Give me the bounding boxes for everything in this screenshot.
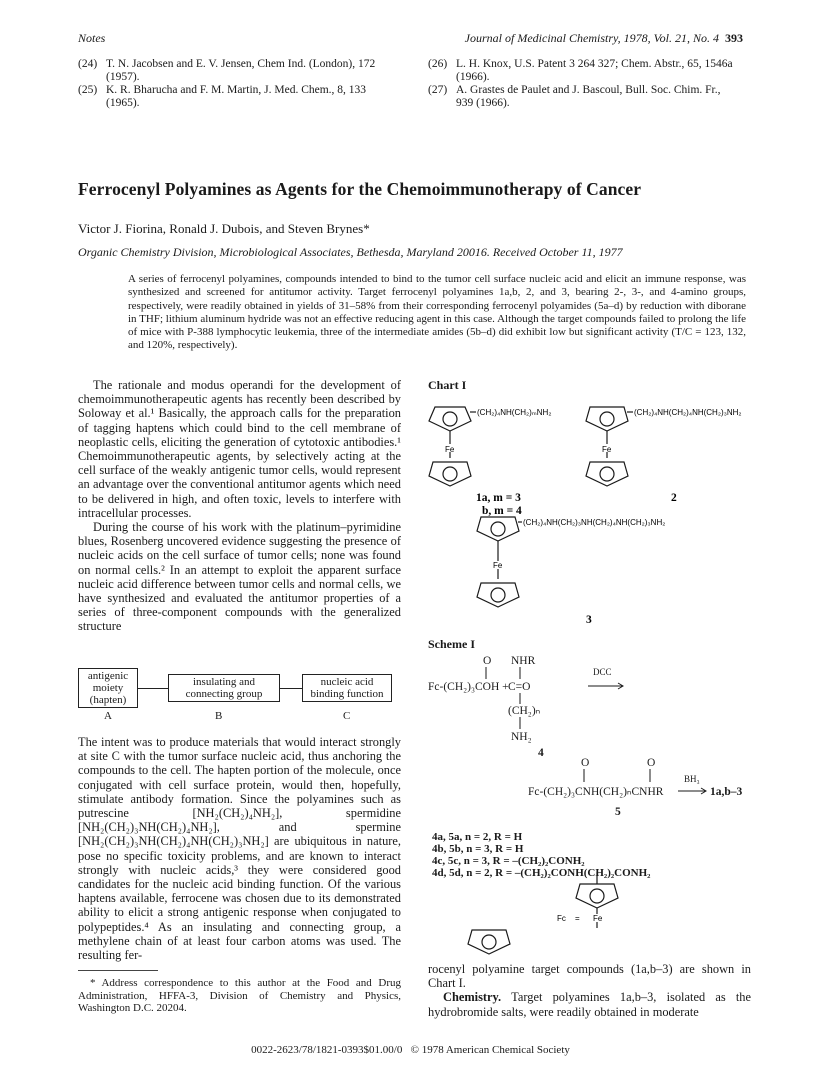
compound-2-chain: (CH₂)₄NH(CH₂)₄NH(CH₂)₃NH₂ bbox=[634, 408, 742, 417]
body-right-column bbox=[428, 962, 751, 1019]
nucleic-acid-box: nucleic acid binding function bbox=[302, 674, 392, 702]
reference-24: (24) T. N. Jacobsen and E. V. Jensen, Chem Ind. (London), 172 bbox=[78, 58, 376, 70]
compound-1a-label: 1a, m = 3 bbox=[476, 492, 521, 504]
amino-group: NH₂ bbox=[511, 731, 532, 743]
aromatic-circle bbox=[491, 588, 505, 602]
body-paragraph-1: The rationale and modus operandi for the development of chemoimmunotherapeutic agents has recently been described by Soloway et al.¹ Basically, the approach calls for the preparation of tagging haptens which could bind to the cell membrane of neoplastic cells, eliciting the generation of cytotoxic antibodies.¹ Chemoimmunotherapeutic agents, by selectively acting at the cell surface of the weakly antigenic tumor cells, would represent an advantage over the conventional antitumor agents which need to be delivered in high, and often toxic, levels to interfere with intracellular processes. bbox=[78, 378, 401, 520]
body-paragraph-2: During the course of his work with the platinum–pyrimidine blues, Rosenberg uncovered evidence suggesting the presence of nucleic acids on the cell surface of tumor cells; none was found on normal cells.² In an attempt to exploit the apparent surface nucleic acid difference between tumor cells and normal cells, we have synthesized and evaluated the antitumor properties of a series of three-component compounds with the generalized structure bbox=[78, 520, 401, 634]
methylene-chain: (CH₂)ₙ bbox=[508, 705, 541, 717]
cyclopentadienyl-ring bbox=[477, 583, 519, 607]
reference-27: (27) A. Grastes de Paulet and J. Bascoul, Bull. Soc. Chim. Fr., bbox=[428, 84, 721, 96]
reference-27-cont: 939 (1966). bbox=[456, 97, 510, 109]
correspondence-footnote: * Address correspondence to this author at the Food and Drug Administration, HFFA-3, Division of Chemistry and Physics, Washington D.C. 20204. bbox=[78, 977, 401, 1014]
body-left-column-top bbox=[78, 378, 401, 634]
connector-line-2 bbox=[280, 688, 302, 689]
generalized-structure-labels bbox=[78, 710, 401, 726]
scheme-row-d: 4d, 5d, n = 2, R = –(CH₂)₂CONH(CH₂)₂CONH₂ bbox=[432, 867, 651, 879]
reference-26-cont: (1966). bbox=[456, 71, 490, 83]
right-paragraph-1: rocenyl polyamine target compounds (1a,b–3) are shown in Chart I. bbox=[428, 962, 751, 991]
cyclopentadienyl-ring bbox=[586, 407, 628, 431]
generalized-structure-boxes bbox=[78, 668, 401, 708]
carbonyl-group: C=O bbox=[508, 681, 531, 693]
cyclopentadienyl-ring bbox=[429, 407, 471, 431]
iron-label-2: Fe bbox=[602, 445, 612, 454]
reference-list-left bbox=[78, 58, 403, 110]
insulating-group-box: insulating and connecting group bbox=[168, 674, 280, 702]
running-header-section: Notes bbox=[78, 31, 106, 45]
dcc-reagent: DCC bbox=[593, 667, 612, 677]
aromatic-circle bbox=[443, 467, 457, 481]
carbonyl-oxygen-1: O bbox=[483, 655, 492, 667]
reference-24-cont: (1957). bbox=[106, 71, 140, 83]
cyclopentadienyl-ring bbox=[468, 930, 510, 954]
amide-product: Fc-(CH₂)₃CNH(CH₂)ₙCNHR bbox=[528, 786, 664, 798]
compound-5-label: 5 bbox=[615, 806, 621, 818]
iron-label-3: Fe bbox=[493, 561, 503, 570]
footnote-rule bbox=[78, 970, 158, 971]
page-footer bbox=[0, 1044, 821, 1056]
reactant-acid: Fc-(CH₂)₃COH + bbox=[428, 681, 509, 693]
carbonyl-oxygen-3: O bbox=[647, 757, 656, 769]
label-a: A bbox=[104, 710, 112, 722]
label-c: C bbox=[343, 710, 351, 722]
fc-abbreviation: Fc bbox=[557, 914, 566, 923]
cyclopentadienyl-ring bbox=[576, 884, 618, 908]
page-number: 393 bbox=[725, 31, 743, 45]
fc-equals: = bbox=[575, 914, 580, 923]
hapten-box: antigenic moiety (hapten) bbox=[78, 668, 138, 708]
scheme-row-a: 4a, 5a, n = 2, R = H bbox=[432, 831, 523, 843]
carbonyl-oxygen-2: O bbox=[581, 757, 590, 769]
chart-1-structures bbox=[428, 392, 758, 634]
aromatic-circle bbox=[491, 522, 505, 536]
iron-label-scheme: Fe bbox=[593, 914, 603, 923]
scheme-row-c: 4c, 5c, n = 3, R = –(CH₂)₂CONH₂ bbox=[432, 855, 585, 867]
reference-list-right bbox=[428, 58, 753, 110]
nhr-group: NHR bbox=[511, 655, 536, 667]
reference-25: (25) K. R. Bharucha and F. M. Martin, J. Med. Chem., 8, 133 bbox=[78, 84, 367, 96]
iron-label-1: Fe bbox=[445, 445, 455, 454]
running-header-journal bbox=[465, 31, 743, 46]
article-title: Ferrocenyl Polyamines as Agents for the Chemoimmunotherapy of Cancer bbox=[78, 179, 642, 199]
compound-2-label: 2 bbox=[671, 492, 677, 504]
article-code: 0022-2623/78/1821-0393$01.00/0 bbox=[251, 1044, 403, 1056]
aromatic-circle bbox=[590, 889, 604, 903]
compound-4-label: 4 bbox=[538, 747, 544, 759]
compound-1-chain: (CH₂)₄NH(CH₂)ₘNH₂ bbox=[477, 408, 552, 417]
aromatic-circle bbox=[600, 412, 614, 426]
article-abstract: A series of ferrocenyl polyamines, compounds intended to bind to the tumor cell surface nucleic acid and elicit an immune response, was synthesized and screened for antitumor activity. Target ferrocenyl polyamines 1a,b, 2, and 3, bearing 2-, 3-, and 4-amino groups, respectively, were readily obtained in yields of 31–58% from their corresponding ferrocenyl polyamides (5a–d) by reduction with diborane in THF; lithium aluminum hydride was not an effective reducing agent in this case. Although the target compounds failed to prolong the life of mice with P-388 lymphocytic leukemia, three of the intermediate amides (5b–d) did exhibit low but significant activity (T/C = 123, 132, and 120%, respectively). bbox=[128, 273, 746, 352]
aromatic-circle bbox=[443, 412, 457, 426]
reference-25-cont: (1965). bbox=[106, 97, 140, 109]
reference-26: (26) L. H. Knox, U.S. Patent 3 264 327; Chem. Abstr., 65, 1546a bbox=[428, 58, 733, 70]
compound-3-chain: (CH₂)₄NH(CH₂)₃NH(CH₂)₄NH(CH₂)₃NH₂ bbox=[523, 518, 666, 527]
journal-name: Journal of Medicinal Chemistry, 1978, Vol. 21, No. 4 bbox=[464, 31, 719, 45]
copyright-notice: © 1978 American Chemical Society bbox=[410, 1044, 570, 1056]
cyclopentadienyl-ring bbox=[477, 517, 519, 541]
cyclopentadienyl-ring bbox=[586, 462, 628, 486]
label-b: B bbox=[215, 710, 223, 722]
borane-reagent: BH₃ bbox=[684, 774, 700, 784]
scheme-label: Scheme I bbox=[428, 637, 475, 651]
right-paragraph-2 bbox=[428, 990, 751, 1018]
chemistry-text: Target polyamines 1a,b–3, isolated as the hydrobromide salts, were readily obtained in moderate bbox=[428, 990, 751, 1019]
aromatic-circle bbox=[482, 935, 496, 949]
connector-line-1 bbox=[138, 688, 168, 689]
compound-1b-label: b, m = 4 bbox=[482, 505, 522, 517]
generalized-structure bbox=[78, 668, 401, 726]
scheme-1-reaction bbox=[428, 650, 758, 950]
article-affiliation: Organic Chemistry Division, Microbiological Associates, Bethesda, Maryland 20016. Received October 11, 1977 bbox=[78, 245, 623, 259]
aromatic-circle bbox=[600, 467, 614, 481]
target-compounds: 1a,b–3 bbox=[710, 786, 743, 798]
article-authors: Victor J. Fiorina, Ronald J. Dubois, and Steven Brynes* bbox=[78, 221, 370, 236]
body-left-column-bottom bbox=[78, 735, 401, 962]
scheme-row-b: 4b, 5b, n = 3, R = H bbox=[432, 843, 524, 855]
chemistry-heading: Chemistry. bbox=[443, 990, 502, 1005]
compound-3-label: 3 bbox=[586, 614, 592, 626]
cyclopentadienyl-ring bbox=[429, 462, 471, 486]
body-paragraph-3: The intent was to produce materials that would interact strongly at site C with the tumor surface nucleic acid, thus anchoring the compounds to the cell. The hapten portion of the molecule, once conjugated with cell surface protein, would then, hopefully, stimulate antibody formation. Since the polyamines such as putrescine [NH₂(CH₂)₄NH₂], spermidine [NH₂(CH₂)₃NH(CH₂)₄NH₂], and spermine [NH₂(CH₂)₃NH(CH₂)₄NH(CH₂)₃NH₂] are ubiquitous in nature, pose no specific toxicity problems, and are known to interact strongly with nucleic acids,³ they were considered good candidates for the nucleic acid binding function. Of the various haptens available, ferrocene was chosen due to its demonstrated ability to elicit a strong antigenic response when conjugated to polypeptides.⁴ As an insulating and connecting group, a methylene chain of at least four carbon atoms was used. The resulting fer- bbox=[78, 735, 401, 963]
chart-label: Chart I bbox=[428, 378, 467, 392]
